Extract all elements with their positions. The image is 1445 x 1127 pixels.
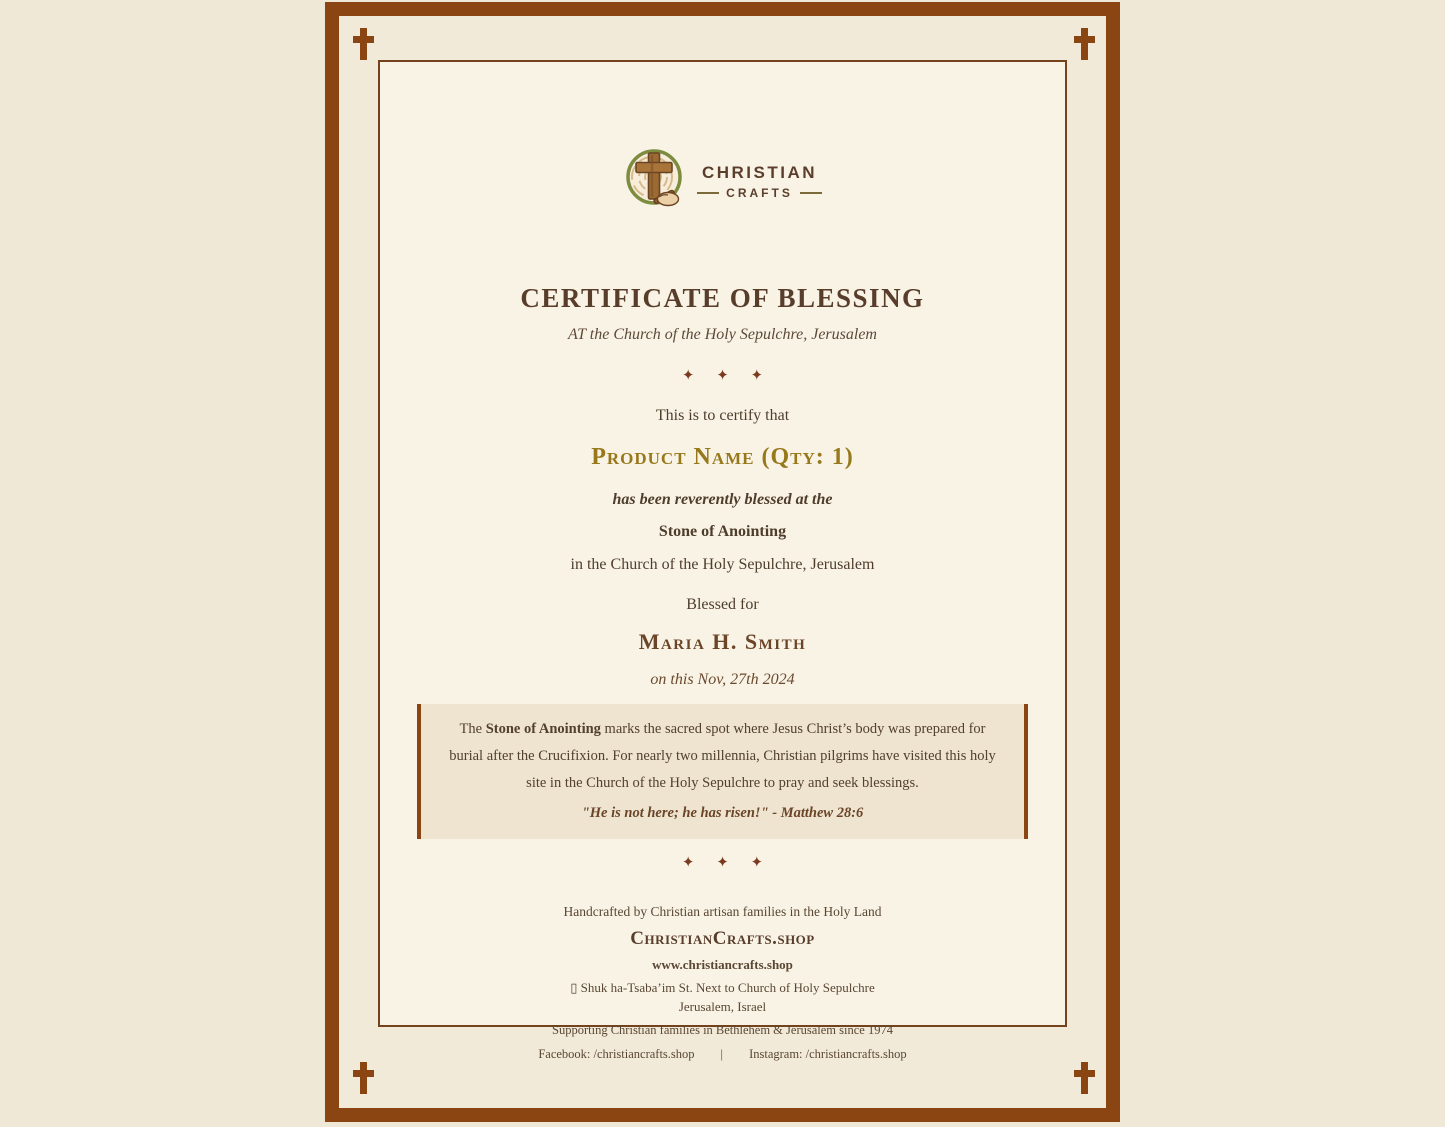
bible-quote: "He is not here; he has risen!" - Matthew 28:6: [581, 805, 864, 822]
address: [570, 979, 874, 1017]
brand-name-top: CHRISTIAN: [701, 163, 818, 182]
instagram-handle: Instagram: /christiancrafts.shop: [749, 1047, 907, 1062]
blessing-date: on this Nov, 27th 2024: [650, 671, 795, 688]
christian-crafts-logo-icon: [623, 146, 687, 217]
website-url: www.christiancrafts.shop: [652, 957, 793, 973]
certificate: [378, 60, 1067, 1062]
info-text: [443, 716, 1002, 796]
dash-right: [800, 192, 822, 194]
certificate-frame: [325, 2, 1120, 1122]
product-name: Product Name (Qty: 1): [591, 444, 854, 470]
address-line-1: ▯ Shuk ha-Tsaba’im St. Next to Church of Holy Sepulchre: [570, 980, 875, 996]
recipient-name: Maria H. Smith: [638, 629, 807, 654]
info-text-suffix: marks the sacred spot where Jesus Christ’s body was prepared for burial after the Crucifixion. For nearly two millennia, Christian pilgrims have visited this holy site in the Church of the Holy Sepulchre to pray and seek blessings.: [449, 721, 996, 791]
diamond-ornament: ✦ ✦ ✦: [681, 368, 773, 384]
certify-line: This is to certify that: [655, 407, 790, 424]
dash-left: [697, 192, 719, 194]
cross-icon: [1074, 28, 1095, 60]
brand-logo-text: [697, 163, 822, 200]
brand-logo: [623, 146, 822, 217]
diamond-ornament: ✦ ✦ ✦: [681, 855, 773, 872]
facebook-handle: Facebook: /christiancrafts.shop: [538, 1047, 695, 1062]
cross-icon: [353, 1062, 374, 1094]
blessed-line: has been reverently blessed at the: [612, 491, 833, 508]
brand-name-bottom: CRAFTS: [726, 186, 793, 200]
certificate-subtitle: AT the Church of the Holy Sepulchre, Jerusalem: [568, 326, 877, 343]
handcrafted-line: Handcrafted by Christian artisan families in the Holy Land: [563, 904, 882, 920]
blessed-for-label: Blessed for: [686, 596, 759, 613]
brand-name-bottom-row: [697, 186, 822, 200]
footer-brand: ChristianCrafts.shop: [630, 928, 815, 950]
address-line-2: Jerusalem, Israel: [678, 999, 767, 1015]
supporting-line: Supporting Christian families in Bethlehem & Jerusalem since 1974: [552, 1023, 893, 1038]
social-links: [538, 1047, 906, 1062]
info-text-bold: Stone of Anointing: [485, 721, 601, 737]
cross-icon: [353, 28, 374, 60]
cross-icon: [1074, 1062, 1095, 1094]
certificate-title: CERTIFICATE OF BLESSING: [520, 283, 925, 313]
location-line: in the Church of the Holy Sepulchre, Jerusalem: [570, 556, 875, 573]
stone-of-anointing-info-box: [417, 704, 1028, 839]
location-name: Stone of Anointing: [658, 523, 787, 540]
separator-pipe: |: [720, 1047, 724, 1062]
info-text-prefix: The: [459, 721, 486, 737]
